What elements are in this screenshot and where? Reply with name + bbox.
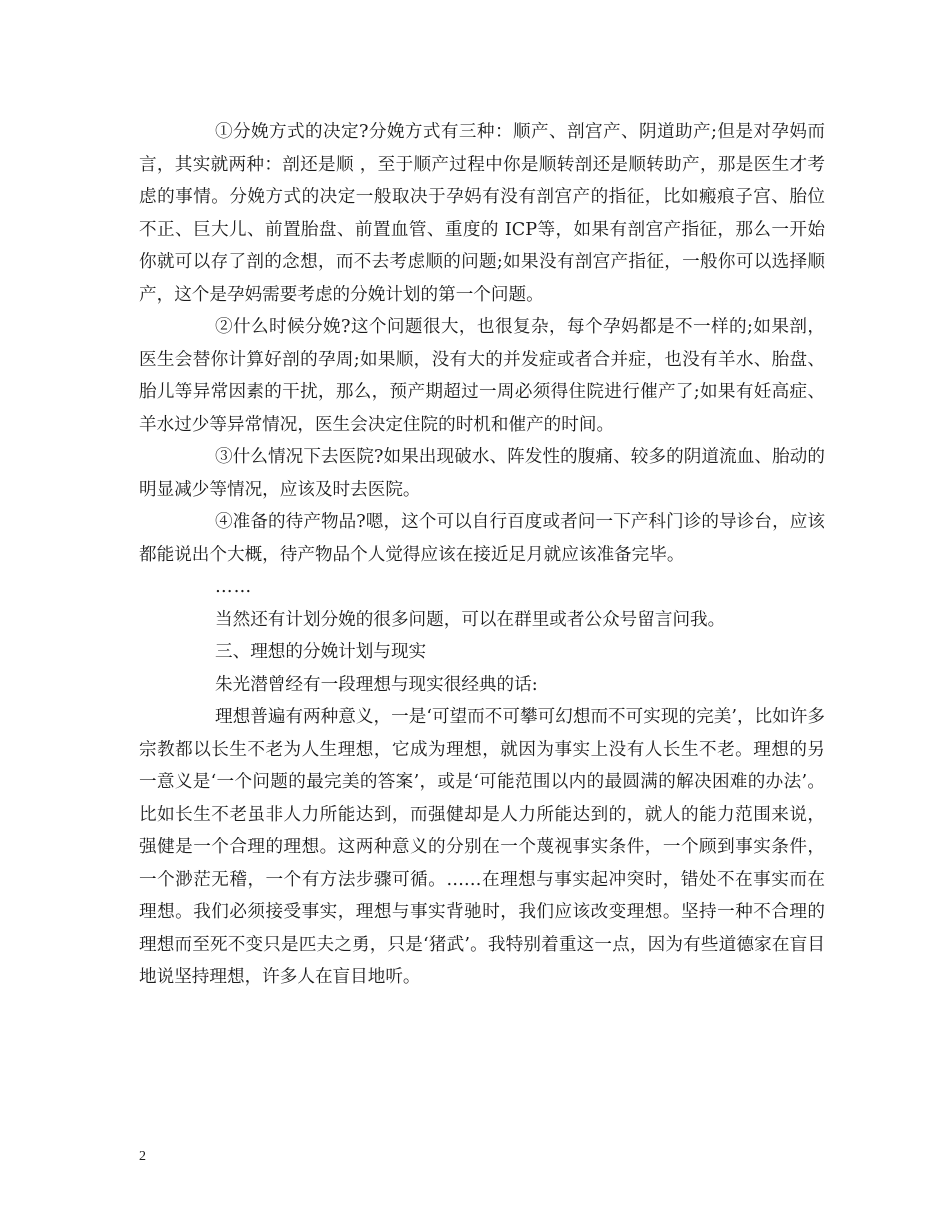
paragraph-quote-intro: 朱光潜曾经有一段理想与现实很经典的话: <box>215 674 538 695</box>
paragraph-more-questions: 当然还有计划分娩的很多问题，可以在群里或者公众号留言问我。 <box>215 609 726 630</box>
document-body <box>139 116 825 994</box>
paragraph-delivery-timing: ②什么时候分娩?这个问题很大，也很复杂，每个孕妈都是不一样的;如果剖，医生会替你计算好剖的孕周;如果顺，没有大的并发症或者合并症，也没有羊水、胎盘、胎儿等异常因素的干扰，那么，预产期超过一周必须得住院进行催产了;如果有妊高症、羊水过少等异常情况，医生会决定住院的时机和催产的时间。 <box>139 317 825 435</box>
paragraph-when-to-hospital: ③什么情况下去医院?如果出现破水、阵发性的腹痛、较多的阴道流血、胎动的明显减少等情况，应该及时去医院。 <box>139 447 825 500</box>
paragraph-quote: 理想普遍有两种意义，一是‘可望而不可攀可幻想而不可实现的完美’，比如许多宗教都以长生不老为人生理想，它成为理想，就因为事实上没有人长生不老。理想的另一意义是‘一个问题的最完美的答案’，或是‘可能范围以内的最圆满的解决困难的办法’。比如长生不老虽非人力所能达到，而强健却是人力所能达到的，就人的能力范围来说，强健是一个合理的理想。这两种意义的分别在一个蔑视事实条件，一个顾到事实条件，一个渺茫无稽，一个有方法步骤可循。……在理想与事实起冲突时，错处不在事实而在理想。我们必须接受事实，理想与事实背驰时，我们应该改变理想。坚持一种不合理的理想而至死不变只是匹夫之勇，只是‘猪武’。我特别着重这一点，因为有些道德家在盲目地说坚持理想，许多人在盲目地听。 <box>139 707 825 987</box>
paragraph-supplies: ④准备的待产物品?嗯，这个可以自行百度或者问一下产科门诊的导诊台，应该都能说出个大概，待产物品个人觉得应该在接近足月就应该准备完毕。 <box>139 512 825 565</box>
paragraph-ellipsis: …… <box>215 577 253 597</box>
page-number: 2 <box>139 1149 146 1164</box>
paragraph-delivery-method: ①分娩方式的决定?分娩方式有三种：顺产、剖宫产、阴道助产;但是对孕妈而言，其实就两种：剖还是顺 ，至于顺产过程中你是顺转剖还是顺转助产，那是医生才考虑的事情。分娩方式的决定一般取决于孕妈有没有剖宫产的指征，比如瘢痕子宫、胎位不正、巨大儿、前置胎盘、前置血管、重度的 ICP等，如果有剖宫产指征，那么一开始你就可以存了剖的念想，而不去考虑顺的问题;如果没有剖宫产指征，一般你可以选择顺产，这个是孕妈需要考虑的分娩计划的第一个问题。 <box>139 122 825 305</box>
section-heading: 三、理想的分娩计划与现实 <box>215 642 427 662</box>
